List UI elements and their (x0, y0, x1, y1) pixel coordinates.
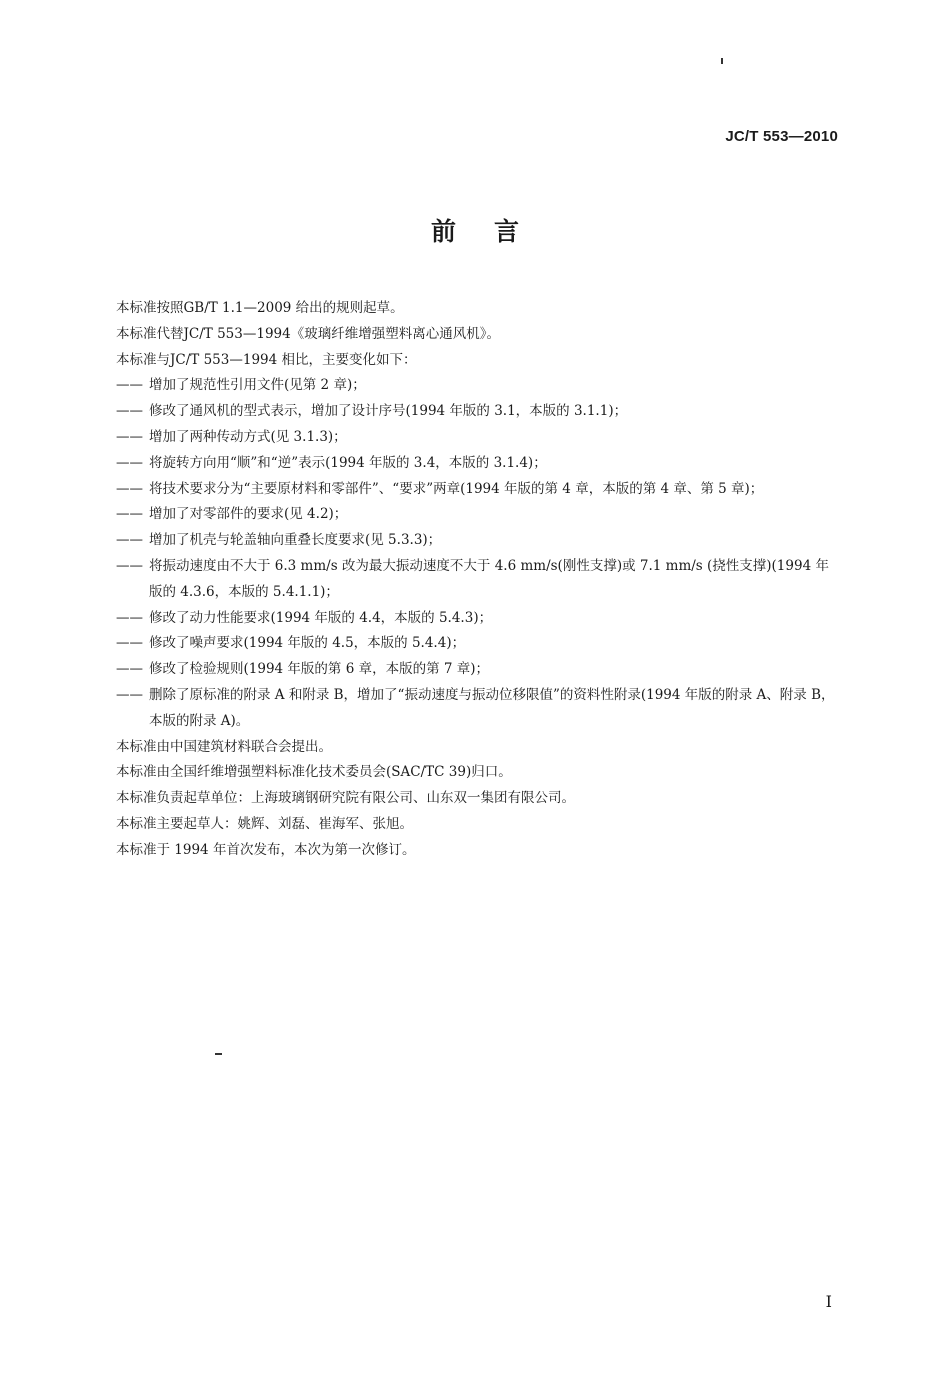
dash-mark: —— (116, 377, 143, 394)
change-item (116, 606, 842, 632)
change-text: 增加了对零部件的要求(见 4.2)； (149, 506, 348, 523)
change-item (116, 554, 842, 606)
change-item (116, 373, 842, 399)
closing-paragraph: 本标准主要起草人：姚辉、刘磊、崔海军、张旭。 (116, 815, 413, 832)
change-text: 修改了通风机的型式表示，增加了设计序号(1994 年版的 3.1，本版的 3.1.1)； (149, 403, 628, 420)
closing-paragraph: 本标准由全国纤维增强塑料标准化技术委员会(SAC/TC 39)归口。 (116, 764, 512, 781)
scan-speck (215, 1053, 222, 1055)
dash-mark: —— (116, 557, 143, 574)
change-item (116, 502, 842, 528)
dash-mark: —— (116, 686, 143, 703)
page-title: 前言 (430, 217, 557, 246)
change-text: 将振动速度由不大于 6.3 mm/s 改为最大振动速度不大于 4.6 mm/s(刚性支撑)或 7.1 mm/s (挠性支撑)(1994 年版的 4.3.6，本版的 5.4.1.1)； (149, 557, 829, 600)
closing-paragraph: 本标准负责起草单位：上海玻璃钢研究院有限公司、山东双一集团有限公司。 (116, 790, 575, 807)
closing-paragraph: 本标准于 1994 年首次发布，本次为第一次修订。 (116, 841, 416, 858)
closing-paragraph: 本标准由中国建筑材料联合会提出。 (116, 738, 332, 755)
dash-mark: —— (116, 428, 143, 445)
change-item (116, 683, 842, 735)
intro-paragraph: 本标准按照GB/T 1.1—2009 给出的规则起草。 (116, 300, 404, 316)
dash-mark: —— (116, 506, 143, 523)
standard-code: JC/T 553—2010 (725, 128, 838, 145)
change-text: 增加了规范性引用文件(见第 2 章)； (149, 377, 366, 394)
change-item (116, 477, 842, 503)
dash-mark: —— (116, 635, 143, 652)
change-text: 将技术要求分为“主要原材料和零部件”、“要求”两章(1994 年版的第 4 章，本版的第 4 章、第 5 章)； (149, 480, 764, 497)
dash-mark: —— (116, 480, 143, 497)
change-item (116, 399, 842, 425)
page-number: I (825, 1292, 832, 1311)
change-item (116, 631, 842, 657)
change-text: 修改了检验规则(1994 年版的第 6 章，本版的第 7 章)； (149, 661, 490, 678)
change-text: 增加了机壳与轮盖轴向重叠长度要求(见 5.3.3)； (149, 532, 442, 549)
dash-mark: —— (116, 532, 143, 549)
change-item (116, 528, 842, 554)
dash-mark: —— (116, 403, 143, 420)
foreword-body (116, 296, 842, 864)
dash-mark: —— (116, 609, 143, 626)
change-item (116, 425, 842, 451)
change-text: 修改了噪声要求(1994 年版的 4.5，本版的 5.4.4)； (149, 635, 466, 652)
scan-speck (721, 58, 723, 64)
intro-paragraph: 本标准代替JC/T 553—1994《玻璃纤维增强塑料离心通风机》。 (116, 325, 500, 342)
change-item (116, 451, 842, 477)
change-text: 增加了两种传动方式(见 3.1.3)； (149, 428, 347, 445)
change-text: 删除了原标准的附录 A 和附录 B，增加了“振动速度与振动位移限值”的资料性附录(1994 年版的附录 A、附录 B，本版的附录 A)。 (149, 686, 835, 729)
dash-mark: —— (116, 661, 143, 678)
dash-mark: —— (116, 454, 143, 471)
change-text: 将旋转方向用“顺”和“逆”表示(1994 年版的 3.4，本版的 3.1.4)； (149, 454, 547, 471)
change-text: 修改了动力性能要求(1994 年版的 4.4，本版的 5.4.3)； (149, 609, 493, 626)
change-item (116, 657, 842, 683)
intro-paragraph: 本标准与JC/T 553—1994 相比，主要变化如下： (116, 351, 417, 368)
